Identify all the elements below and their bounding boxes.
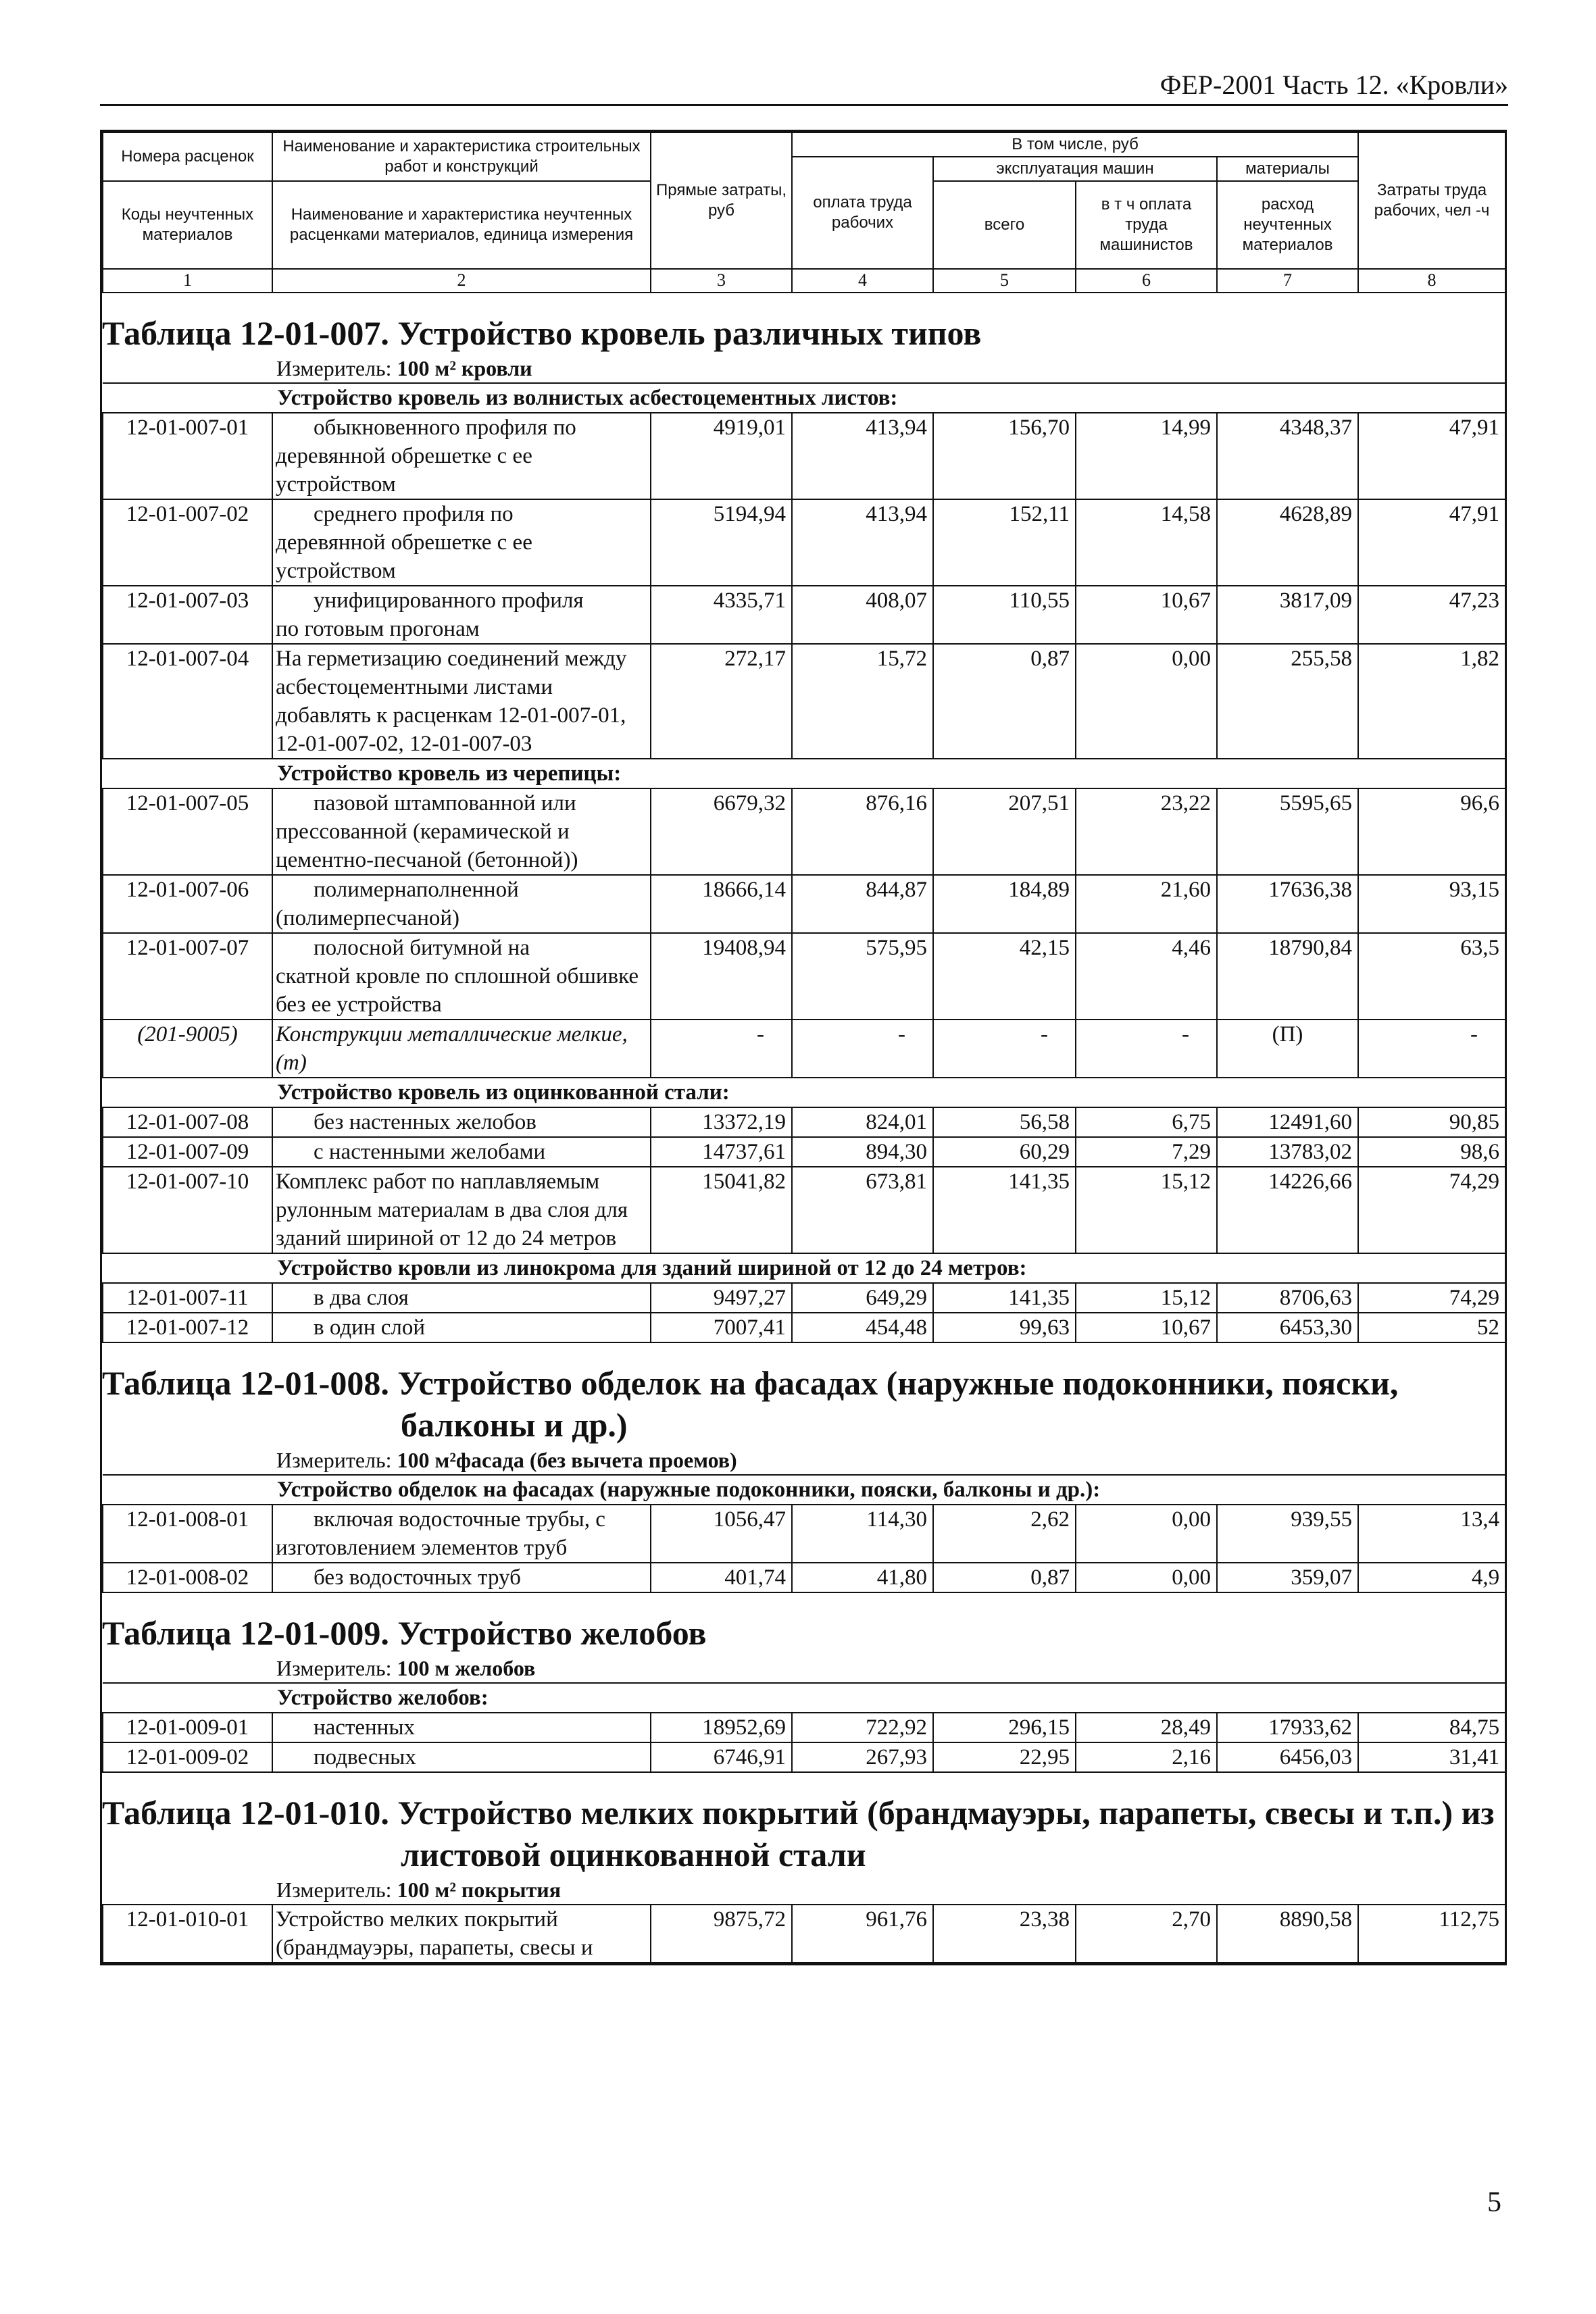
machinist-pay-value: 6,75 <box>1076 1107 1217 1137</box>
worker-pay-value: 894,30 <box>792 1137 933 1167</box>
materials-value: 4348,37 <box>1217 413 1358 499</box>
column-number: 7 <box>1217 269 1358 293</box>
machinist-pay-value: 10,67 <box>1076 1313 1217 1342</box>
rate-name <box>272 1505 651 1563</box>
rate-name-first-line: унифицированного профиля <box>314 588 584 613</box>
rate-name-text: Устройство мелких покрытий (брандмауэры, парапеты, свесы и <box>276 1907 593 1960</box>
labor-hours-value: 98,6 <box>1358 1137 1505 1167</box>
materials-value: 6453,30 <box>1217 1313 1358 1342</box>
header-machinist-pay: в т ч оплата труда машинистов <box>1076 181 1217 269</box>
direct-costs-value: 6746,91 <box>651 1742 792 1772</box>
rate-code: 12-01-007-12 <box>103 1313 272 1342</box>
machinery-total-value: 0,87 <box>933 1563 1076 1592</box>
machinist-pay-value: 0,00 <box>1076 1563 1217 1592</box>
materials-value: 5595,65 <box>1217 788 1358 875</box>
rate-name-first-line: среднего профиля по <box>314 501 514 526</box>
section-title <box>102 312 1505 354</box>
labor-hours-value: 1,82 <box>1358 644 1505 759</box>
labor-hours-value: 112,75 <box>1358 1905 1505 1963</box>
header-name-top: Наименование и характеристика строительных работ и конструкций <box>272 132 651 181</box>
material-name: Конструкции металлические мелкие, (т) <box>272 1020 651 1078</box>
column-number: 3 <box>651 269 792 293</box>
machinist-pay-value: 21,60 <box>1076 875 1217 933</box>
direct-costs-value: 7007,41 <box>651 1313 792 1342</box>
rate-name-first-line: пазовой штампованной или <box>314 790 576 815</box>
rate-row <box>103 1713 1505 1742</box>
direct-costs-value: 14737,61 <box>651 1137 792 1167</box>
section-gap <box>102 293 1505 312</box>
labor-hours-value: 4,9 <box>1358 1563 1505 1592</box>
column-number: 8 <box>1358 269 1505 293</box>
direct-costs-value: 18952,69 <box>651 1713 792 1742</box>
material-value: (П) <box>1217 1020 1358 1078</box>
worker-pay-value: 413,94 <box>792 499 933 586</box>
rate-name-first-line: в один слой <box>314 1315 426 1340</box>
direct-costs-value: 6679,32 <box>651 788 792 875</box>
machinist-pay-value: 0,00 <box>1076 1505 1217 1563</box>
measure-unit <box>102 1654 1505 1682</box>
group-heading: Устройство кровель из оцинкованной стали: <box>103 1078 1505 1107</box>
rate-row <box>103 875 1505 933</box>
machinery-total-value: 22,95 <box>933 1742 1076 1772</box>
rate-row <box>103 1283 1505 1313</box>
rate-row <box>103 1107 1505 1137</box>
section-title-line: Таблица 12-01-010. Устройство мелких покрытий (брандмауэры, парапеты, свесы и т.п.) из <box>102 1793 1495 1832</box>
measure-unit-label: Измеритель: <box>276 1655 392 1680</box>
rate-name-first-line: без водосточных труб <box>314 1565 521 1590</box>
column-number: 6 <box>1076 269 1217 293</box>
rate-name <box>272 1167 651 1253</box>
direct-costs-value: 401,74 <box>651 1563 792 1592</box>
column-number: 1 <box>103 269 272 293</box>
rates-table <box>102 1904 1506 1963</box>
rate-name-first-line: с настенными желобами <box>314 1139 546 1164</box>
worker-pay-value: 267,93 <box>792 1742 933 1772</box>
header-labor-hours: Затраты труда рабочих, чел -ч <box>1358 132 1505 269</box>
section-title-line: Таблица 12-01-009. Устройство желобов <box>102 1613 707 1652</box>
labor-hours-value: 90,85 <box>1358 1107 1505 1137</box>
rate-code: 12-01-007-04 <box>103 644 272 759</box>
worker-pay-value: 114,30 <box>792 1505 933 1563</box>
rate-name <box>272 1313 651 1342</box>
group-heading: Устройство обделок на фасадах (наружные подоконники, пояски, балконы и др.): <box>103 1475 1505 1505</box>
labor-hours-value: 84,75 <box>1358 1713 1505 1742</box>
rates-table <box>102 1474 1506 1593</box>
header-worker-pay: оплата труда рабочих <box>792 157 933 269</box>
machinist-pay-value: 2,70 <box>1076 1905 1217 1963</box>
direct-costs-value: 13372,19 <box>651 1107 792 1137</box>
rate-name-text: прессованной (керамической и цементно-песчаной (бетонной)) <box>276 819 578 872</box>
header-unaccounted-codes: Коды неучтенных материалов <box>103 181 272 269</box>
rate-row <box>103 1505 1505 1563</box>
group-heading-row <box>103 383 1505 413</box>
rate-name <box>272 499 651 586</box>
rate-name <box>272 1137 651 1167</box>
materials-value: 17933,62 <box>1217 1713 1358 1742</box>
rate-code: 12-01-007-07 <box>103 933 272 1020</box>
rate-code: 12-01-007-06 <box>103 875 272 933</box>
labor-hours-value: 96,6 <box>1358 788 1505 875</box>
worker-pay-value: 454,48 <box>792 1313 933 1342</box>
rate-name <box>272 1905 651 1963</box>
materials-value: 12491,60 <box>1217 1107 1358 1137</box>
rates-table <box>102 382 1506 1343</box>
rate-row <box>103 1313 1505 1342</box>
column-number: 4 <box>792 269 933 293</box>
column-number: 2 <box>272 269 651 293</box>
section-title <box>102 1362 1505 1446</box>
group-heading: Устройство кровель из волнистых асбестоцементных листов: <box>103 383 1505 413</box>
rate-code: 12-01-007-09 <box>103 1137 272 1167</box>
rate-row <box>103 788 1505 875</box>
rate-code: 12-01-007-03 <box>103 586 272 644</box>
material-value: - <box>1076 1020 1217 1078</box>
machinist-pay-value: 28,49 <box>1076 1713 1217 1742</box>
measure-unit-value: 100 м желобов <box>397 1655 536 1680</box>
machinery-total-value: 141,35 <box>933 1283 1076 1313</box>
material-value: - <box>1358 1020 1505 1078</box>
header-machinery: эксплуатация машин <box>933 157 1217 181</box>
measure-unit <box>102 1446 1505 1474</box>
rate-name <box>272 875 651 933</box>
worker-pay-value: 15,72 <box>792 644 933 759</box>
materials-value: 4628,89 <box>1217 499 1358 586</box>
machinery-total-value: 56,58 <box>933 1107 1076 1137</box>
worker-pay-value: 408,07 <box>792 586 933 644</box>
rate-row <box>103 499 1505 586</box>
direct-costs-value: 4919,01 <box>651 413 792 499</box>
rate-row <box>103 1167 1505 1253</box>
labor-hours-value: 47,23 <box>1358 586 1505 644</box>
table-section <box>102 1593 1505 1773</box>
rate-name-text: Комплекс работ по наплавляемым рулонным материалам в два слоя для зданий шириной от 12 до 24 метров <box>276 1169 628 1251</box>
page-number: 5 <box>1487 2187 1501 2218</box>
rate-name-first-line: полосной битумной на <box>314 935 530 960</box>
section-gap <box>102 1773 1505 1792</box>
rate-code: 12-01-007-08 <box>103 1107 272 1137</box>
header-material-use: расход неучтенных материалов <box>1217 181 1358 269</box>
rate-name-text: по готовым прогонам <box>276 616 480 641</box>
materials-value: 3817,09 <box>1217 586 1358 644</box>
table-section <box>102 1773 1505 1963</box>
rate-name <box>272 644 651 759</box>
section-title <box>102 1792 1505 1876</box>
group-heading-row <box>103 1253 1505 1283</box>
measure-unit-value: 100 м²фасада (без вычета проемов) <box>397 1447 737 1472</box>
unaccounted-material-row <box>103 1020 1505 1078</box>
measure-unit-value: 100 м² покрытия <box>397 1877 562 1902</box>
direct-costs-value: 4335,71 <box>651 586 792 644</box>
materials-value: 8706,63 <box>1217 1283 1358 1313</box>
rate-row <box>103 933 1505 1020</box>
rate-name-first-line: настенных <box>314 1715 416 1740</box>
section-title-line: Таблица 12-01-008. Устройство обделок на фасадах (наружные подоконники, пояски, <box>102 1363 1399 1402</box>
rate-name <box>272 1742 651 1772</box>
labor-hours-value: 31,41 <box>1358 1742 1505 1772</box>
header-unaccounted-name: Наименование и характеристика неучтенных расценками материалов, единица измерения <box>272 181 651 269</box>
machinist-pay-value: 0,00 <box>1076 644 1217 759</box>
materials-value: 17636,38 <box>1217 875 1358 933</box>
machinery-total-value: 141,35 <box>933 1167 1076 1253</box>
labor-hours-value: 74,29 <box>1358 1283 1505 1313</box>
worker-pay-value: 844,87 <box>792 875 933 933</box>
rate-code: 12-01-008-02 <box>103 1563 272 1592</box>
worker-pay-value: 824,01 <box>792 1107 933 1137</box>
labor-hours-value: 52 <box>1358 1313 1505 1342</box>
rate-name-first-line: подвесных <box>314 1744 416 1769</box>
materials-value: 13783,02 <box>1217 1137 1358 1167</box>
machinery-total-value: 110,55 <box>933 586 1076 644</box>
rate-code: 12-01-008-01 <box>103 1505 272 1563</box>
direct-costs-value: 18666,14 <box>651 875 792 933</box>
machinery-total-value: 60,29 <box>933 1137 1076 1167</box>
direct-costs-value: 9497,27 <box>651 1283 792 1313</box>
rate-name <box>272 1283 651 1313</box>
machinist-pay-value: 14,58 <box>1076 499 1217 586</box>
worker-pay-value: 722,92 <box>792 1713 933 1742</box>
section-title-line: балконы и др.) <box>401 1405 628 1444</box>
machinery-total-value: 152,11 <box>933 499 1076 586</box>
machinery-total-value: 207,51 <box>933 788 1076 875</box>
worker-pay-value: 961,76 <box>792 1905 933 1963</box>
price-table-frame <box>100 130 1507 1965</box>
machinist-pay-value: 7,29 <box>1076 1137 1217 1167</box>
rate-name-first-line: включая водосточные трубы, с <box>314 1507 605 1532</box>
rates-table <box>102 1682 1506 1773</box>
machinist-pay-value: 15,12 <box>1076 1167 1217 1253</box>
machinist-pay-value: 4,46 <box>1076 933 1217 1020</box>
materials-value: 939,55 <box>1217 1505 1358 1563</box>
rate-code: 12-01-007-05 <box>103 788 272 875</box>
materials-value: 6456,03 <box>1217 1742 1358 1772</box>
direct-costs-value: 19408,94 <box>651 933 792 1020</box>
header-machinery-total: всего <box>933 181 1076 269</box>
group-heading-row <box>103 1683 1505 1713</box>
material-value: - <box>651 1020 792 1078</box>
measure-unit <box>102 354 1505 382</box>
machinery-total-value: 99,63 <box>933 1313 1076 1342</box>
labor-hours-value: 74,29 <box>1358 1167 1505 1253</box>
direct-costs-value: 9875,72 <box>651 1905 792 1963</box>
materials-value: 18790,84 <box>1217 933 1358 1020</box>
section-gap <box>102 1343 1505 1362</box>
rate-row <box>103 1137 1505 1167</box>
rate-code: 12-01-009-01 <box>103 1713 272 1742</box>
measure-unit-value: 100 м² кровли <box>397 355 532 380</box>
direct-costs-value: 272,17 <box>651 644 792 759</box>
section-title-line: Таблица 12-01-007. Устройство кровель различных типов <box>102 313 982 352</box>
labor-hours-value: 47,91 <box>1358 499 1505 586</box>
material-value: - <box>792 1020 933 1078</box>
materials-value: 255,58 <box>1217 644 1358 759</box>
group-heading: Устройство желобов: <box>103 1683 1505 1713</box>
rate-row <box>103 586 1505 644</box>
direct-costs-value: 15041,82 <box>651 1167 792 1253</box>
header-in-that-number: В том числе, руб <box>792 132 1358 157</box>
rate-name-first-line: обыкновенного профиля по <box>314 415 576 440</box>
table-section <box>102 1343 1505 1593</box>
column-number: 5 <box>933 269 1076 293</box>
document-title: ФЕР-2001 Часть 12. «Кровли» <box>1159 70 1508 100</box>
worker-pay-value: 673,81 <box>792 1167 933 1253</box>
rate-code: 12-01-007-11 <box>103 1283 272 1313</box>
rate-name-text: скатной кровле по сплошной обшивке без ее устройства <box>276 963 639 1017</box>
measure-unit-label: Измеритель: <box>276 1877 392 1902</box>
machinist-pay-value: 15,12 <box>1076 1283 1217 1313</box>
rate-row <box>103 644 1505 759</box>
measure-unit-label: Измеритель: <box>276 355 392 380</box>
labor-hours-value: 93,15 <box>1358 875 1505 933</box>
group-heading: Устройство кровель из черепицы: <box>103 759 1505 788</box>
labor-hours-value: 13,4 <box>1358 1505 1505 1563</box>
group-heading: Устройство кровли из линокрома для зданий шириной от 12 до 24 метров: <box>103 1253 1505 1283</box>
header-materials: материалы <box>1217 157 1358 181</box>
materials-value: 359,07 <box>1217 1563 1358 1592</box>
rate-row <box>103 1742 1505 1772</box>
rate-name <box>272 933 651 1020</box>
rate-code: 12-01-007-10 <box>103 1167 272 1253</box>
worker-pay-value: 575,95 <box>792 933 933 1020</box>
machinist-pay-value: 10,67 <box>1076 586 1217 644</box>
worker-pay-value: 649,29 <box>792 1283 933 1313</box>
rate-row <box>103 1563 1505 1592</box>
rate-name-text: (полимерпесчаной) <box>276 905 460 930</box>
machinery-total-value: 296,15 <box>933 1713 1076 1742</box>
header-rule <box>100 104 1508 106</box>
table-sections <box>102 293 1505 1963</box>
section-title <box>102 1612 1505 1654</box>
rate-name <box>272 788 651 875</box>
rate-name-text: деревянной обрешетке с ее устройством <box>276 530 532 583</box>
machinist-pay-value: 14,99 <box>1076 413 1217 499</box>
group-heading-row <box>103 759 1505 788</box>
rate-name <box>272 413 651 499</box>
machinery-total-value: 156,70 <box>933 413 1076 499</box>
rate-name-text: деревянной обрешетке с ее устройством <box>276 443 532 497</box>
machinist-pay-value: 2,16 <box>1076 1742 1217 1772</box>
rate-name <box>272 1107 651 1137</box>
column-number-row <box>103 269 1505 293</box>
materials-value: 14226,66 <box>1217 1167 1358 1253</box>
rate-row <box>103 1905 1505 1963</box>
section-title-line: листовой оцинкованной стали <box>401 1835 866 1873</box>
group-heading-row <box>103 1475 1505 1505</box>
material-value: - <box>933 1020 1076 1078</box>
table-section <box>102 293 1505 1343</box>
rate-code: 12-01-010-01 <box>103 1905 272 1963</box>
rate-code: 12-01-007-02 <box>103 499 272 586</box>
section-gap <box>102 1593 1505 1612</box>
measure-unit-label: Измеритель: <box>276 1447 392 1472</box>
worker-pay-value: 41,80 <box>792 1563 933 1592</box>
rate-name-first-line: без настенных желобов <box>314 1109 537 1134</box>
rate-name-text: На герметизацию соединений между асбестоцементными листами добавлять к расценкам 12-01-007-01, 12-01-007-02, 12-01-007-03 <box>276 646 627 756</box>
worker-pay-value: 876,16 <box>792 788 933 875</box>
machinery-total-value: 2,62 <box>933 1505 1076 1563</box>
machinery-total-value: 23,38 <box>933 1905 1076 1963</box>
rate-name <box>272 1713 651 1742</box>
group-heading-row <box>103 1078 1505 1107</box>
machinery-total-value: 0,87 <box>933 644 1076 759</box>
direct-costs-value: 1056,47 <box>651 1505 792 1563</box>
direct-costs-value: 5194,94 <box>651 499 792 586</box>
rate-row <box>103 413 1505 499</box>
rate-code: 12-01-007-01 <box>103 413 272 499</box>
header-code-top: Номера расценок <box>103 132 272 181</box>
rate-name <box>272 586 651 644</box>
machinery-total-value: 184,89 <box>933 875 1076 933</box>
rate-name-text: изготовлением элементов труб <box>276 1535 568 1560</box>
machinist-pay-value: 23,22 <box>1076 788 1217 875</box>
rate-name-first-line: в два слоя <box>314 1285 409 1310</box>
measure-unit <box>102 1876 1505 1904</box>
header-direct-costs: Прямые затраты, руб <box>651 132 792 269</box>
rate-name <box>272 1563 651 1592</box>
rate-name-first-line: полимернаполненной <box>314 877 519 902</box>
column-header-table <box>102 132 1506 293</box>
labor-hours-value: 63,5 <box>1358 933 1505 1020</box>
worker-pay-value: 413,94 <box>792 413 933 499</box>
material-code: (201-9005) <box>103 1020 272 1078</box>
materials-value: 8890,58 <box>1217 1905 1358 1963</box>
labor-hours-value: 47,91 <box>1358 413 1505 499</box>
rate-code: 12-01-009-02 <box>103 1742 272 1772</box>
machinery-total-value: 42,15 <box>933 933 1076 1020</box>
